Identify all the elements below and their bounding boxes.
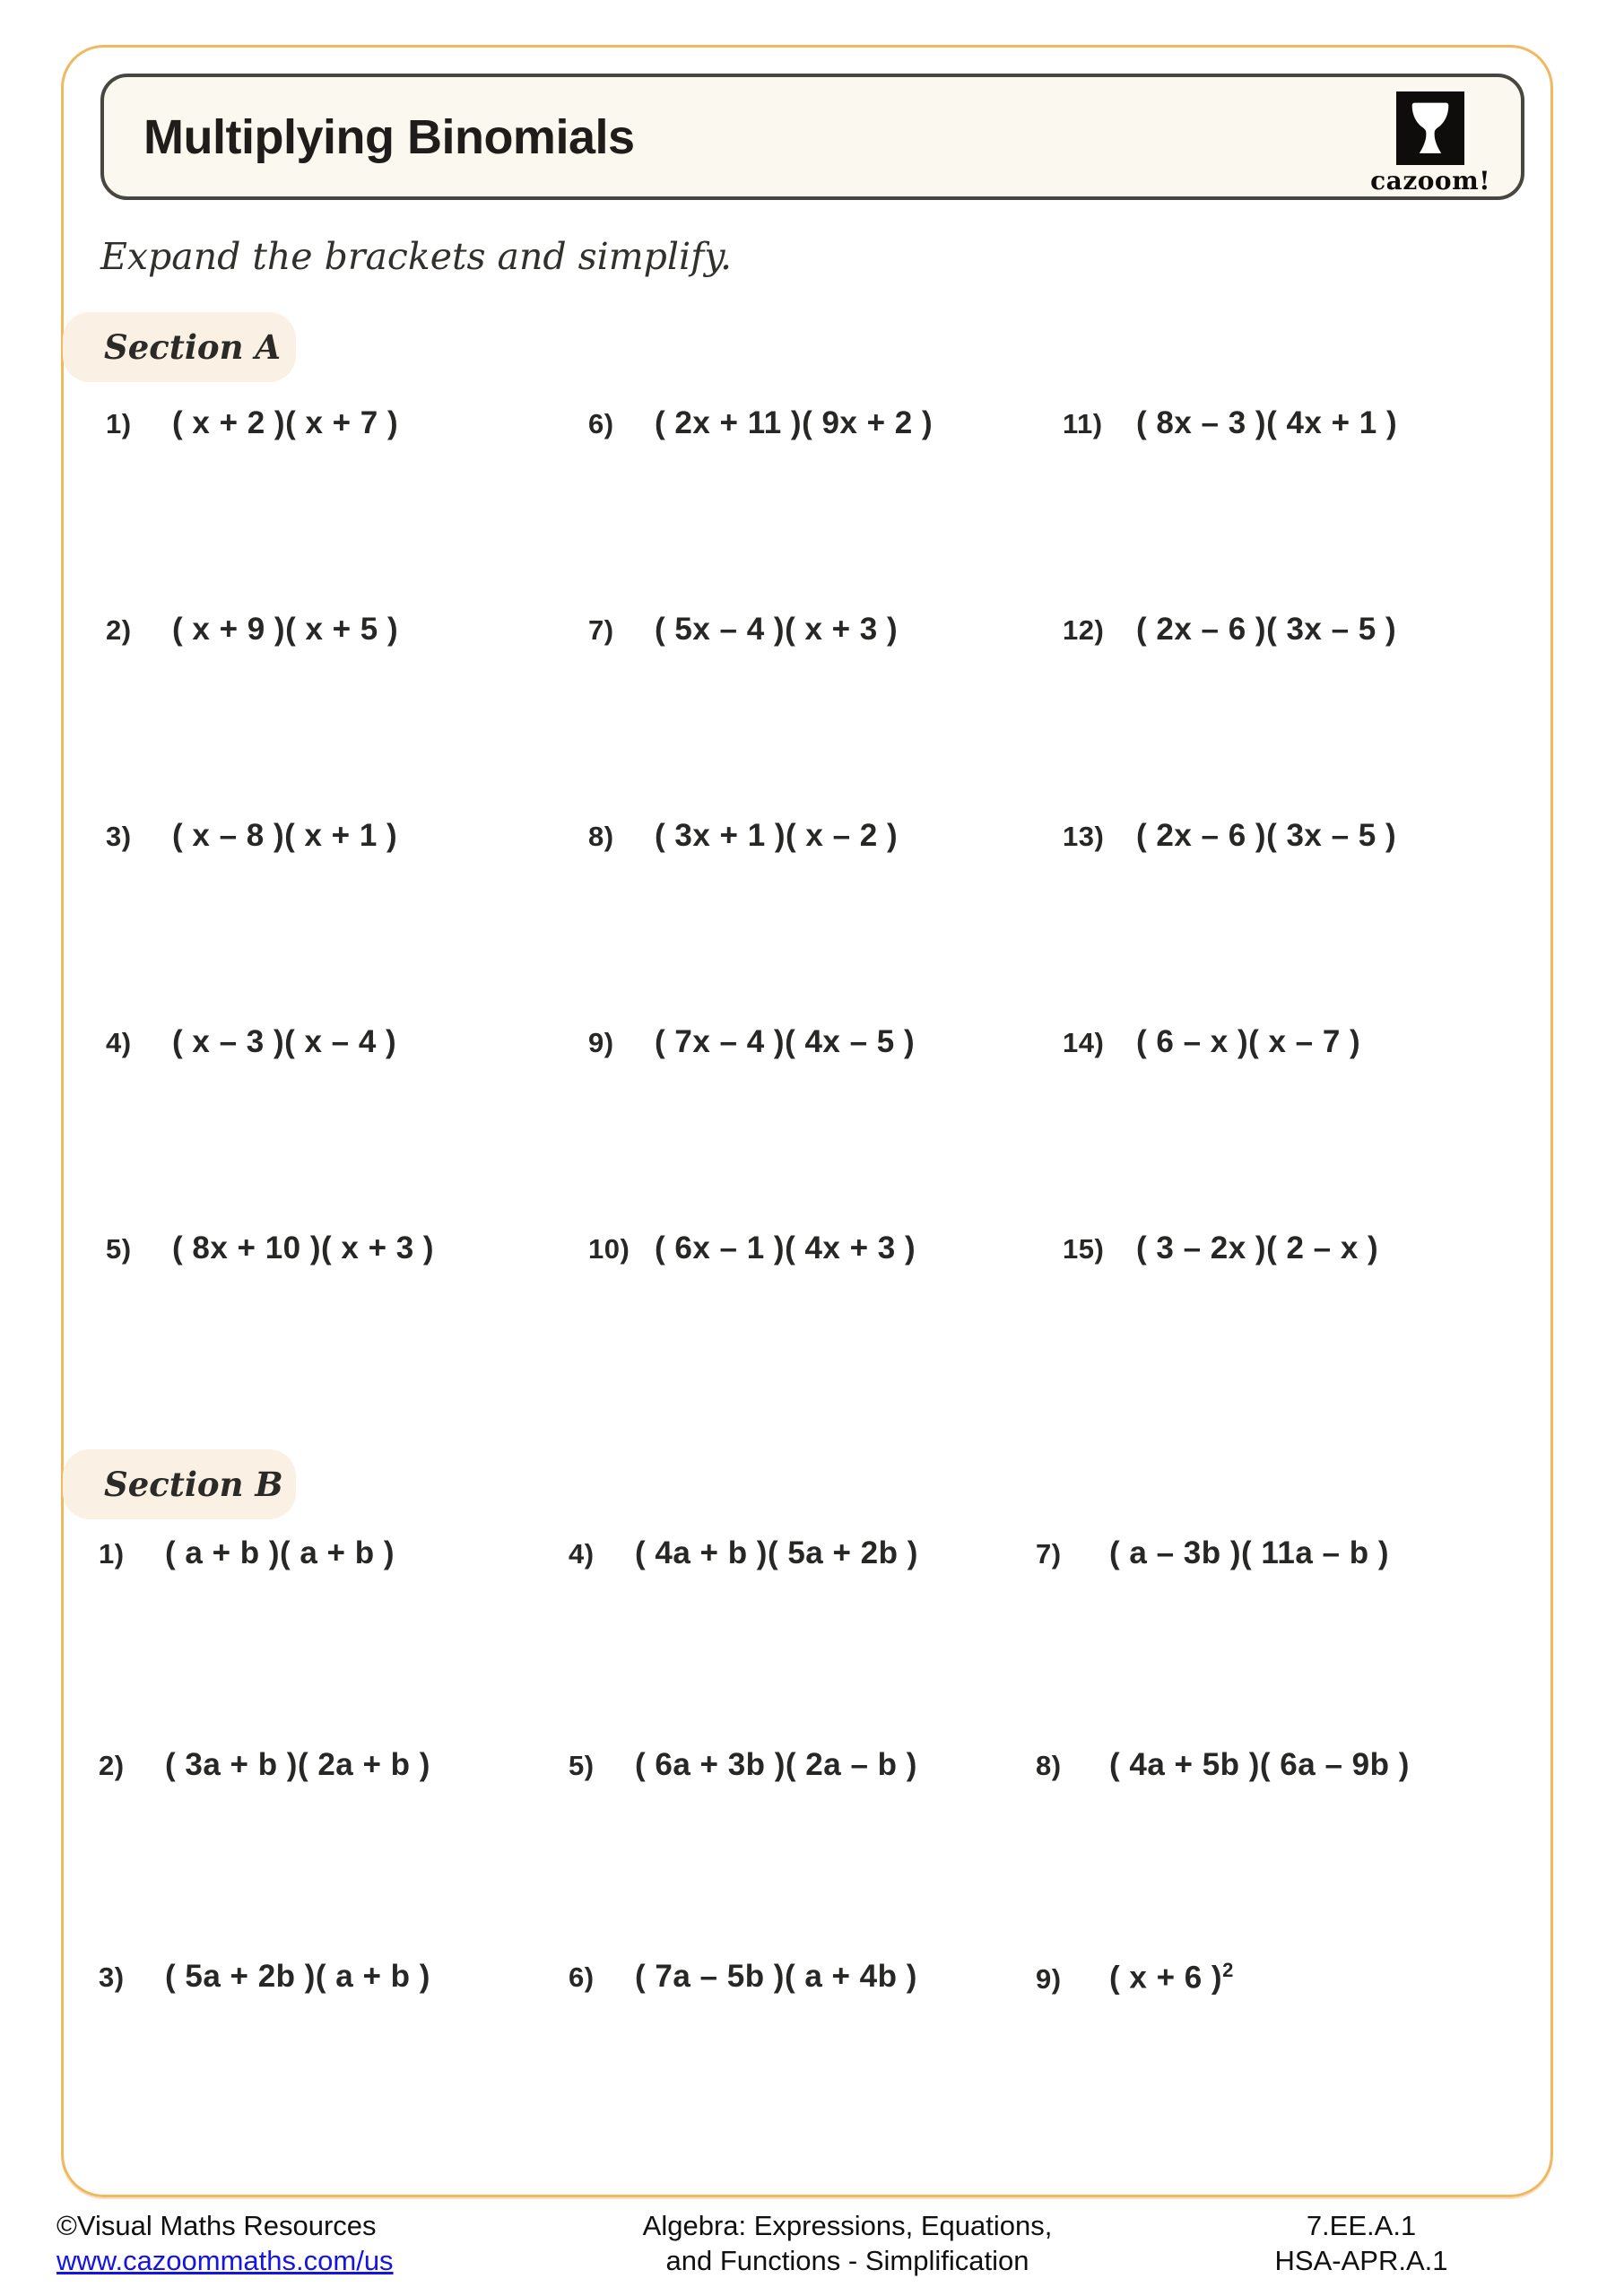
problem-item [99, 1959, 430, 2170]
problem-number: 15) [1063, 1233, 1105, 1265]
problem-number: 12) [1063, 614, 1105, 646]
section-b-label: Section B [104, 1465, 283, 1504]
problem-expression: ( x + 9 )( x + 5 ) [172, 612, 399, 647]
problem-number: 1) [99, 1538, 125, 1570]
problem-item [106, 612, 434, 818]
problem-number: 4) [569, 1538, 595, 1570]
problem-expression: ( x – 3 )( x – 4 ) [172, 1024, 397, 1059]
problem-item [1063, 405, 1397, 612]
cazoom-logo [1370, 91, 1490, 196]
footer-standards [1275, 2208, 1448, 2278]
copyright-text: ©Visual Maths Resources [56, 2210, 377, 2241]
problem-number: 2) [99, 1750, 125, 1781]
problem-number: 6) [569, 1961, 595, 1993]
problem-expression: ( x – 8 )( x + 1 ) [172, 818, 398, 853]
footer-topic [643, 2208, 1053, 2278]
problem-item [106, 405, 434, 612]
problem-number: 1) [106, 408, 132, 439]
problem-item [1063, 1231, 1397, 1437]
section-a-column-1 [106, 405, 434, 1437]
standard-code-2: HSA-APR.A.1 [1274, 2245, 1448, 2276]
section-b-header [63, 1449, 296, 1519]
problem-item [588, 1024, 933, 1231]
section-a-column-3 [1063, 405, 1397, 1437]
problem-item [99, 1747, 430, 1959]
problem-expression: ( 8x – 3 )( 4x + 1 ) [1136, 405, 1398, 440]
section-b-column-2 [569, 1535, 918, 2170]
problem-item [106, 1024, 434, 1231]
section-a-label: Section A [104, 327, 282, 367]
problem-item [588, 1231, 933, 1437]
problem-item [1063, 1024, 1397, 1231]
problem-number: 3) [106, 821, 132, 852]
worksheet-instruction: Expand the brackets and simplify. [100, 235, 733, 278]
section-a-header [63, 312, 296, 382]
exponent: 2 [1222, 1959, 1234, 1981]
topic-line-2: and Functions - Simplification [665, 2245, 1029, 2276]
problem-expression: ( 3 – 2x )( 2 – x ) [1136, 1231, 1379, 1265]
problem-item [569, 1535, 918, 1747]
problem-number: 8) [588, 821, 614, 852]
problem-number: 9) [1036, 1962, 1062, 1995]
problem-expression: ( 7a – 5b )( a + 4b ) [635, 1959, 917, 1994]
problem-expression: ( 8x + 10 )( x + 3 ) [172, 1231, 435, 1265]
section-b-column-3 [1036, 1535, 1410, 2170]
standard-code-1: 7.EE.A.1 [1306, 2210, 1417, 2241]
problem-expression: ( 7x – 4 )( 4x – 5 ) [655, 1024, 916, 1059]
problem-item [588, 612, 933, 818]
problem-expression: ( 6x – 1 )( 4x + 3 ) [655, 1231, 916, 1265]
problem-number: 9) [588, 1027, 614, 1058]
problem-expression: ( a + b )( a + b ) [165, 1535, 395, 1570]
problem-number: 3) [99, 1961, 125, 1993]
problem-item [106, 818, 434, 1024]
section-b-column-1 [99, 1535, 430, 2170]
problem-item [1036, 1747, 1410, 1959]
problem-number: 11) [1063, 408, 1103, 439]
problem-item [1036, 1959, 1410, 2170]
problem-item [588, 818, 933, 1024]
problem-expression: ( 3a + b )( 2a + b ) [165, 1747, 430, 1782]
problem-number: 13) [1063, 821, 1105, 852]
problem-number: 7) [1036, 1538, 1062, 1570]
problem-item [569, 1959, 918, 2170]
page-title: Multiplying Binomials [143, 109, 635, 164]
problem-item [1063, 818, 1397, 1024]
problem-number: 7) [588, 614, 614, 646]
problem-number: 4) [106, 1027, 132, 1058]
problem-item [569, 1747, 918, 1959]
problem-expression: ( a – 3b )( 11a – b ) [1109, 1535, 1389, 1570]
problem-expression: ( x + 6 )$^2$ [1109, 1959, 1234, 1996]
problem-expression: ( 6 – x )( x – 7 ) [1136, 1024, 1361, 1059]
footer-attribution [56, 2208, 394, 2278]
problem-item [106, 1231, 434, 1437]
problem-item [99, 1535, 430, 1747]
problem-number: 10) [588, 1233, 630, 1265]
problem-expression: ( 2x + 11 )( 9x + 2 ) [655, 405, 934, 440]
problem-expression: ( 2x – 6 )( 3x – 5 ) [1136, 818, 1397, 853]
worksheet-header [100, 74, 1524, 200]
problem-expression: ( 4a + b )( 5a + 2b ) [635, 1535, 918, 1570]
problem-expression: ( 2x – 6 )( 3x – 5 ) [1136, 612, 1397, 647]
topic-line-1: Algebra: Expressions, Equations, [642, 2210, 1053, 2241]
problem-item [1063, 612, 1397, 818]
problem-expression: ( 4a + 5b )( 6a – 9b ) [1109, 1747, 1410, 1782]
problem-expression: ( 5x – 4 )( x + 3 ) [655, 612, 899, 647]
problem-expression: ( x + 2 )( x + 7 ) [172, 405, 399, 440]
problem-expression: ( 3x + 1 )( x – 2 ) [655, 818, 899, 853]
problem-number: 8) [1036, 1750, 1062, 1781]
section-a-column-2 [588, 405, 933, 1437]
problem-number: 6) [588, 408, 614, 439]
problem-number: 5) [569, 1750, 595, 1781]
website-link[interactable]: www.cazoommaths.com/us [56, 2245, 394, 2276]
problem-item [1036, 1535, 1410, 1747]
drum-icon [1396, 91, 1464, 165]
problem-number: 14) [1063, 1027, 1105, 1058]
problem-expression: ( 6a + 3b )( 2a – b ) [635, 1747, 917, 1782]
problem-number: 5) [106, 1233, 132, 1265]
problem-expression: ( 5a + 2b )( a + b ) [165, 1959, 430, 1994]
logo-wordmark: cazoom! [1370, 165, 1490, 196]
problem-number: 2) [106, 614, 132, 646]
problem-item [588, 405, 933, 612]
